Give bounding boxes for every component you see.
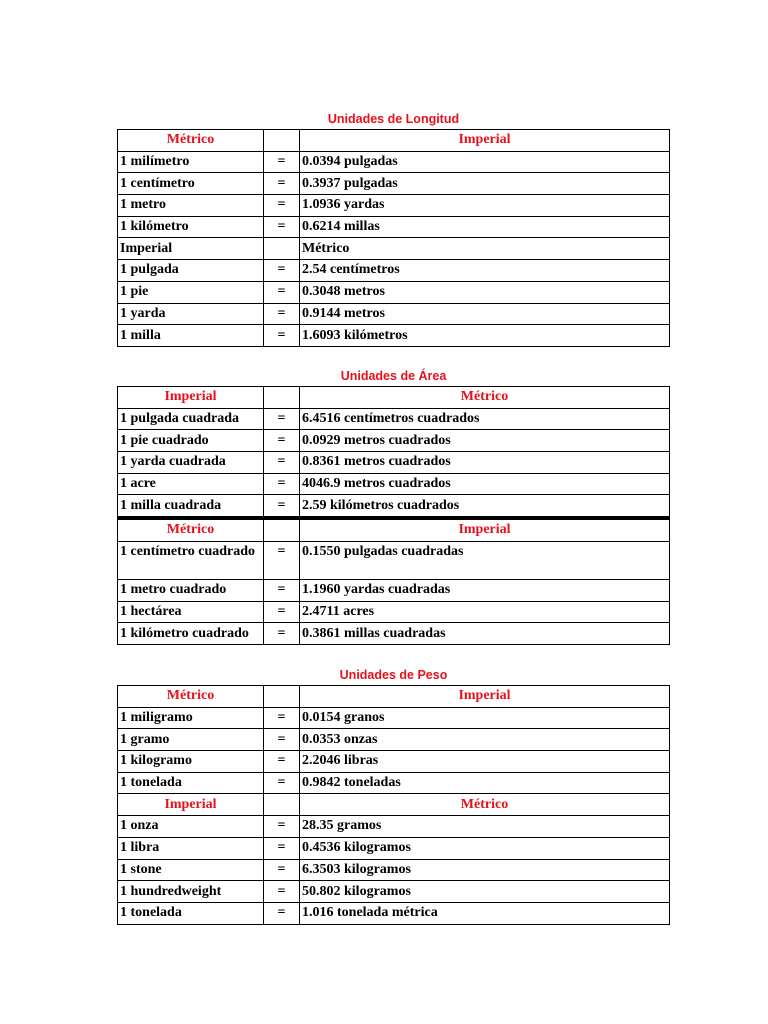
unit-cell: 1 libra [118,837,264,859]
equals-cell [264,238,300,260]
value-cell: 1.1960 yardas cuadradas [300,579,670,601]
table-row [118,173,670,195]
table-row [118,601,670,623]
value-cell: 2.4711 acres [300,601,670,623]
unit-cell: 1 pulgada cuadrada [118,408,264,430]
unit-cell: 1 kilómetro cuadrado [118,623,264,645]
table-row [118,707,670,729]
unit-cell: 1 yarda cuadrada [118,452,264,474]
equals-cell: = [264,707,300,729]
value-cell: 0.9842 toneladas [300,772,670,794]
table-row [118,495,670,518]
table-row [118,579,670,601]
equals-cell: = [264,623,300,645]
value-cell: 1.016 tonelada métrica [300,902,670,924]
equals-cell: = [264,541,300,579]
unit-cell: 1 tonelada [118,902,264,924]
table-row [118,729,670,751]
value-cell: 2.59 kilómetros cuadrados [300,495,670,518]
table-row [118,452,670,474]
equals-cell: = [264,260,300,282]
equals-cell: = [264,325,300,347]
value-cell: Métrico [300,238,670,260]
unit-cell: Métrico [118,130,264,152]
unit-cell: 1 centímetro cuadrado [118,541,264,579]
table-row [118,794,670,816]
table-row [118,281,670,303]
value-cell: Imperial [300,130,670,152]
value-cell: 0.4536 kilogramos [300,837,670,859]
value-cell: 0.3048 metros [300,281,670,303]
table-peso [117,685,670,925]
value-cell: 0.0394 pulgadas [300,151,670,173]
section-title-peso: Unidades de Peso [339,668,448,682]
equals-cell [264,794,300,816]
value-cell: 0.0154 granos [300,707,670,729]
value-cell: 0.3937 pulgadas [300,173,670,195]
table-row [118,837,670,859]
table-row [118,216,670,238]
unit-cell: 1 milla cuadrada [118,495,264,518]
equals-cell: = [264,837,300,859]
value-cell: 0.3861 millas cuadradas [300,623,670,645]
equals-cell: = [264,281,300,303]
unit-cell: Imperial [118,794,264,816]
table-area [117,386,670,645]
section-peso [117,665,670,925]
equals-cell: = [264,151,300,173]
table-row [118,518,670,541]
value-cell: 1.0936 yardas [300,195,670,217]
table-longitud [117,129,670,347]
table-row [118,260,670,282]
value-cell: Imperial [300,518,670,541]
section-longitud [117,109,670,347]
unit-cell: 1 kilogramo [118,751,264,773]
table-row [118,130,670,152]
equals-cell: = [264,195,300,217]
equals-cell: = [264,859,300,881]
unit-cell: 1 miligramo [118,707,264,729]
equals-cell: = [264,881,300,903]
equals-cell: = [264,408,300,430]
unit-cell: Métrico [118,686,264,708]
table-row [118,816,670,838]
table-row [118,623,670,645]
equals-cell: = [264,902,300,924]
value-cell: 50.802 kilogramos [300,881,670,903]
table-row [118,408,670,430]
value-cell: 0.8361 metros cuadrados [300,452,670,474]
equals-cell: = [264,173,300,195]
equals-cell [264,130,300,152]
value-cell: 0.6214 millas [300,216,670,238]
section-title-longitud: Unidades de Longitud [327,112,460,126]
equals-cell [264,387,300,409]
equals-cell: = [264,816,300,838]
table-row [118,325,670,347]
value-cell: 4046.9 metros cuadrados [300,473,670,495]
unit-cell: 1 gramo [118,729,264,751]
unit-cell: Imperial [118,238,264,260]
section-title-area: Unidades de Área [340,369,447,383]
table-row [118,541,670,579]
unit-cell: 1 acre [118,473,264,495]
value-cell: 28.35 gramos [300,816,670,838]
table-row [118,473,670,495]
equals-cell: = [264,579,300,601]
unit-cell: 1 stone [118,859,264,881]
table-row [118,238,670,260]
value-cell: Métrico [300,387,670,409]
equals-cell: = [264,751,300,773]
unit-cell: 1 yarda [118,303,264,325]
table-row [118,772,670,794]
table-row [118,387,670,409]
unit-cell: 1 hectárea [118,601,264,623]
equals-cell: = [264,495,300,518]
unit-cell: 1 kilómetro [118,216,264,238]
value-cell: 0.0353 onzas [300,729,670,751]
unit-cell: 1 pie [118,281,264,303]
value-cell: 6.4516 centímetros cuadrados [300,408,670,430]
value-cell: 6.3503 kilogramos [300,859,670,881]
unit-cell: 1 metro [118,195,264,217]
table-row [118,195,670,217]
equals-cell: = [264,772,300,794]
value-cell: Imperial [300,686,670,708]
unit-cell: 1 metro cuadrado [118,579,264,601]
value-cell: 1.6093 kilómetros [300,325,670,347]
value-cell: Métrico [300,794,670,816]
unit-cell: 1 hundredweight [118,881,264,903]
unit-cell: 1 pie cuadrado [118,430,264,452]
unit-cell: 1 milla [118,325,264,347]
table-row [118,686,670,708]
equals-cell: = [264,430,300,452]
value-cell: 0.9144 metros [300,303,670,325]
value-cell: 2.54 centímetros [300,260,670,282]
equals-cell [264,518,300,541]
equals-cell: = [264,729,300,751]
unit-cell: 1 milímetro [118,151,264,173]
value-cell: 0.1550 pulgadas cuadradas [300,541,670,579]
equals-cell: = [264,601,300,623]
value-cell: 2.2046 libras [300,751,670,773]
section-area [117,366,670,645]
equals-cell [264,686,300,708]
equals-cell: = [264,216,300,238]
equals-cell: = [264,452,300,474]
table-row [118,902,670,924]
equals-cell: = [264,303,300,325]
unit-cell: 1 pulgada [118,260,264,282]
table-row [118,303,670,325]
value-cell: 0.0929 metros cuadrados [300,430,670,452]
table-row [118,751,670,773]
unit-cell: 1 centímetro [118,173,264,195]
table-row [118,430,670,452]
unit-cell: 1 onza [118,816,264,838]
unit-cell: Imperial [118,387,264,409]
table-row [118,859,670,881]
table-row [118,881,670,903]
unit-cell: Métrico [118,518,264,541]
table-row [118,151,670,173]
equals-cell: = [264,473,300,495]
unit-cell: 1 tonelada [118,772,264,794]
